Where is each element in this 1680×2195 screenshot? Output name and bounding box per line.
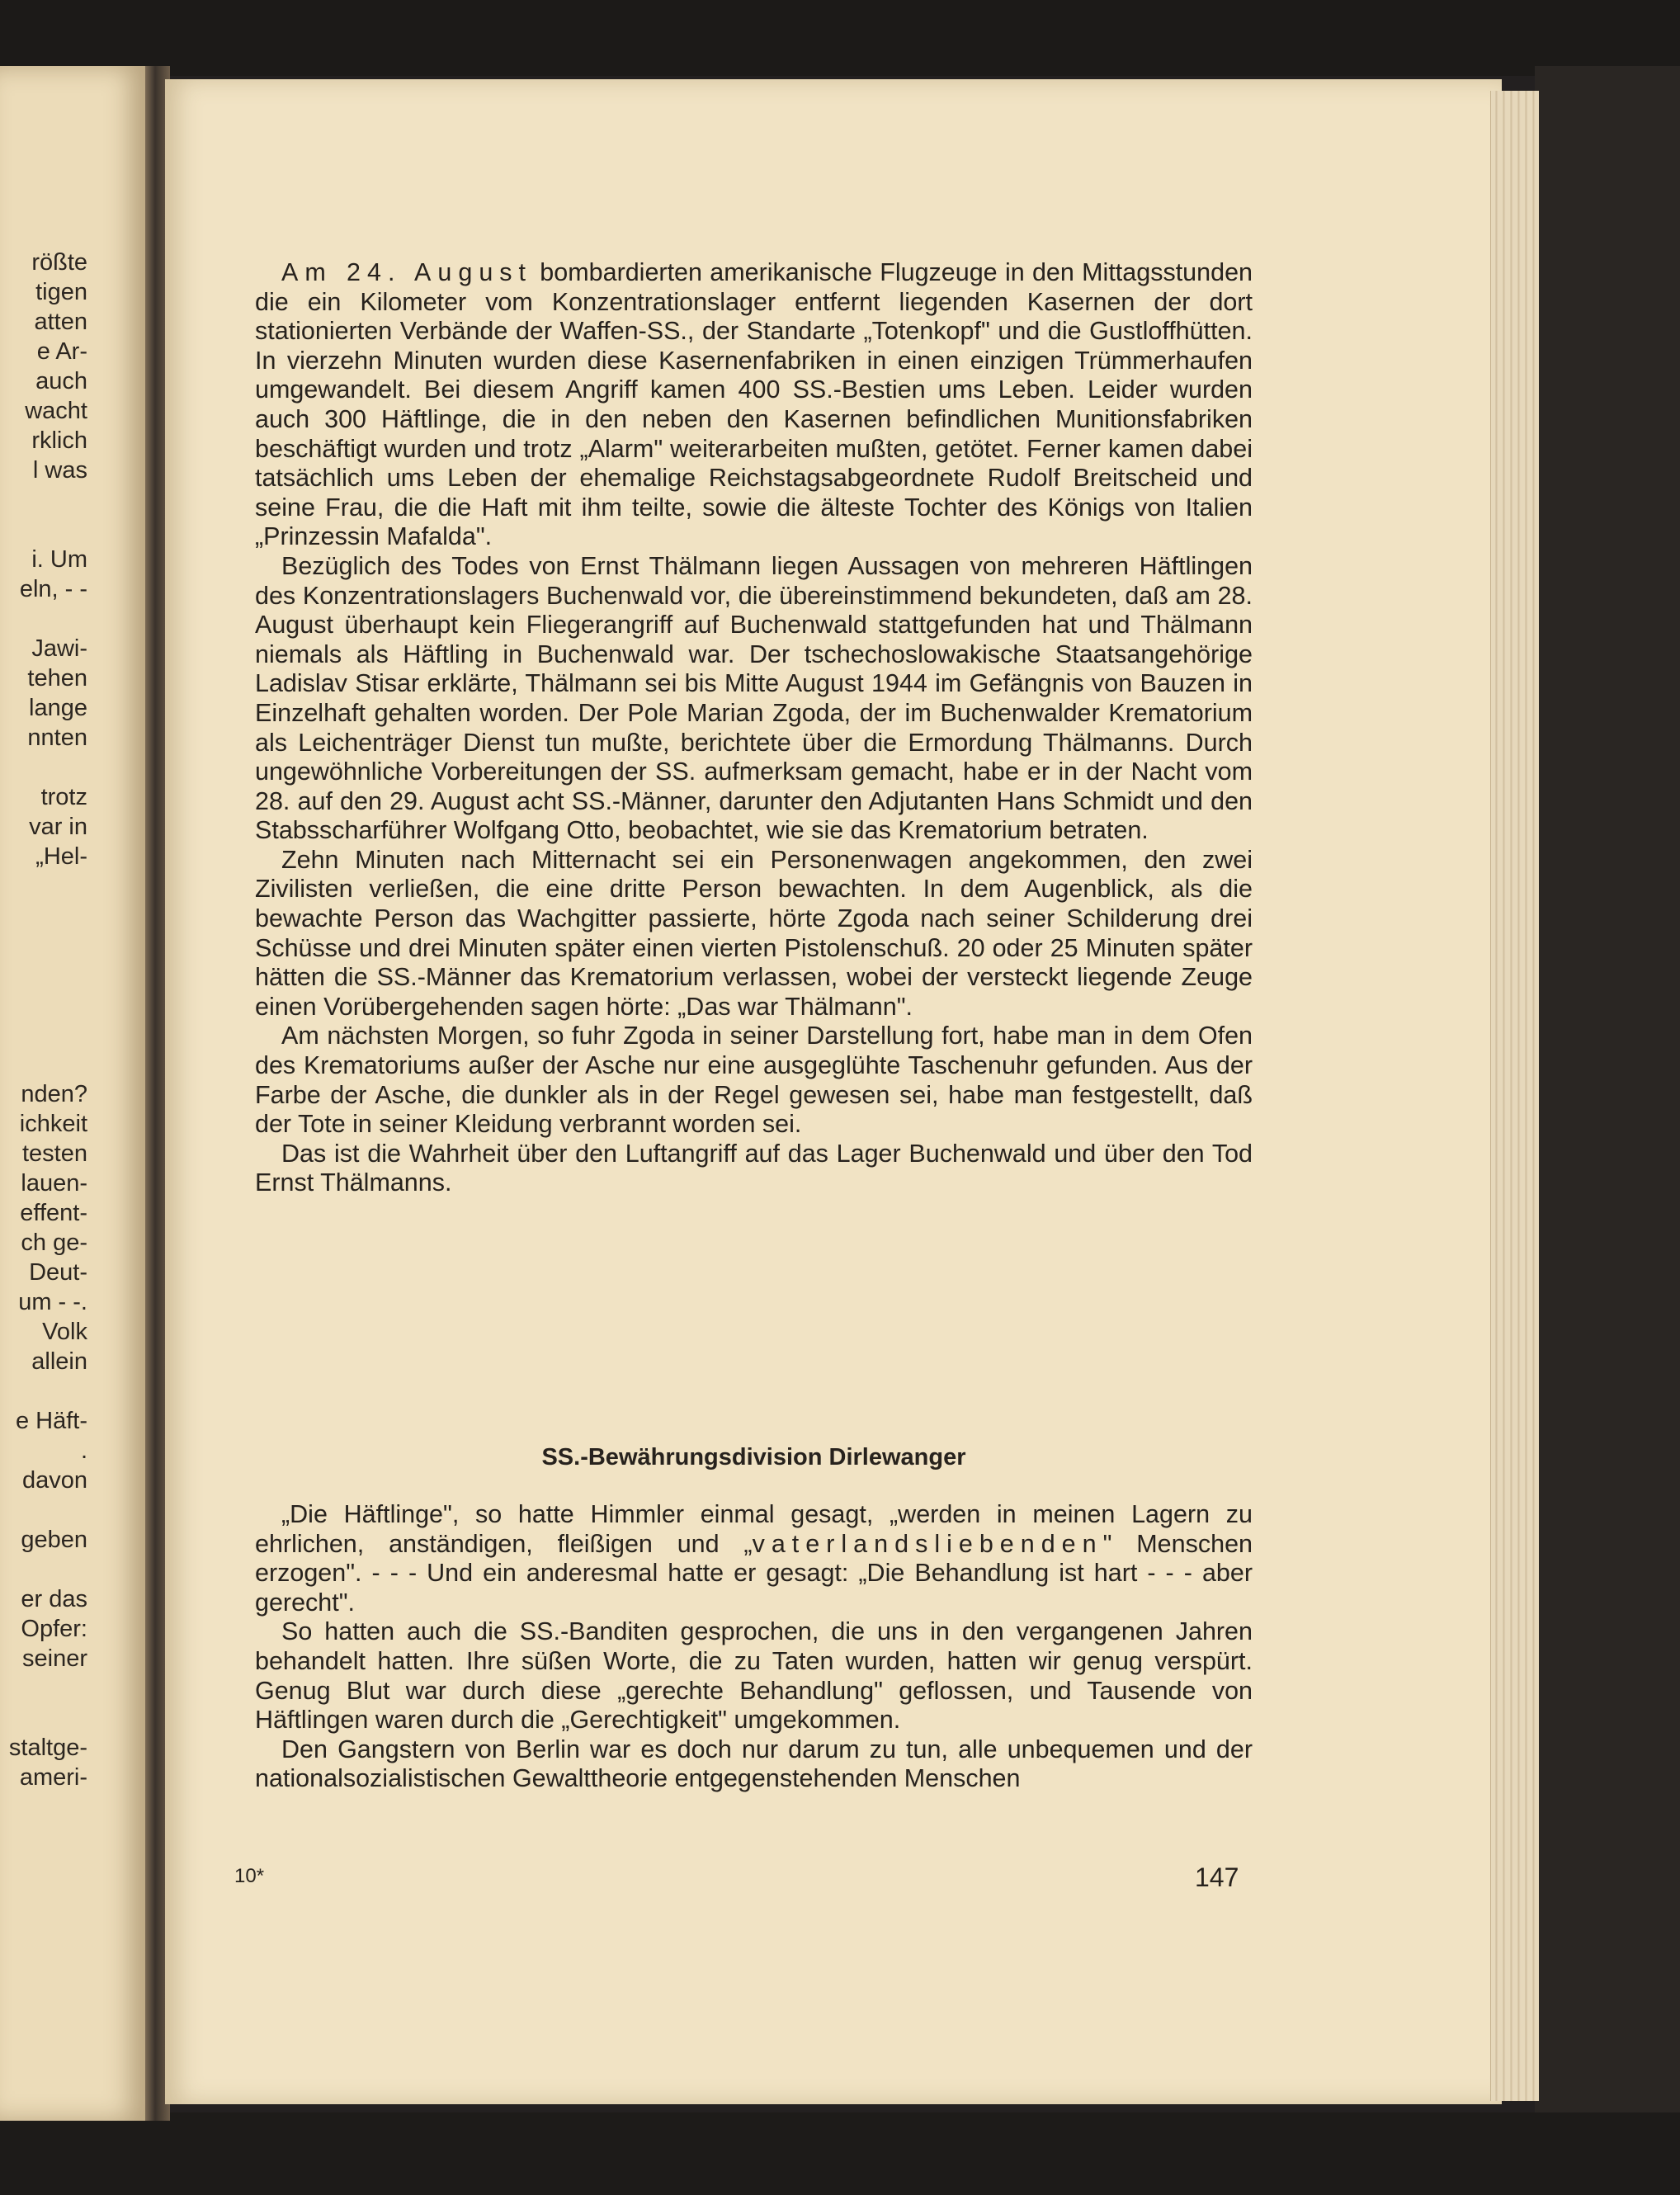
left-page-line: e Ar- [36, 338, 87, 365]
spaced-date: Am 24. August [281, 258, 533, 286]
book-cover-bottom [0, 2112, 1680, 2195]
left-page-line: davon [21, 1467, 87, 1494]
spaced-word: vaterlandsliebenden [752, 1529, 1103, 1558]
left-page-line: effent- [20, 1200, 87, 1226]
left-page-line: staltge- [8, 1735, 87, 1761]
left-page-line: trotz [40, 784, 87, 810]
left-page-line: auch [35, 368, 87, 394]
left-page-line: rklich [31, 427, 87, 454]
page-edges [1490, 91, 1539, 2101]
left-page-line: wacht [25, 398, 87, 424]
left-page-line: . [80, 1437, 87, 1464]
left-page-line: nden? [21, 1081, 87, 1107]
book-cover-top [0, 0, 1680, 76]
left-page-line: „Hel- [35, 843, 87, 870]
left-page-line: tigen [35, 279, 87, 305]
left-page-line: lange [29, 695, 87, 721]
left-page-line: um - -. [18, 1289, 87, 1315]
left-page-line: ameri- [19, 1764, 87, 1791]
left-page [0, 66, 145, 2121]
left-page-line: er das [21, 1586, 87, 1612]
paragraph-3: Zehn Minuten nach Mitternacht sei ein Personenwagen angekommen, den zwei Zivilisten verließen, die eine dritte Person bewachten. In dem Augenblick, als die bewachte Person das Wachgitter passierte, hörte Zgoda nach seiner Schilderung drei Schüsse und drei Minuten später einen vierten Pistolenschuß. 20 oder 25 Minuten später hätten die SS.-Männer das Krematorium verlassen, wobei der versteckt liegende Zeuge einen Vorübergehenden sagen hörte: „Das war Thälmann". [255, 845, 1253, 1021]
left-page-line: tehen [27, 665, 87, 692]
left-page-line: var in [29, 814, 87, 840]
left-page-line: e Häft- [15, 1408, 87, 1434]
left-page-line: Volk [42, 1319, 87, 1345]
left-page-line: atten [34, 309, 87, 335]
paragraph-1: Am 24. August bombardierten amerikanische Flugzeuge in den Mittagsstunden die ein Kilometer vom Konzentrationslager entfernt liegenden Kasernen der dort stationierten Verbände der Waffen-SS., der Standarte „Totenkopf" und die Gustloffhütten. In vierzehn Minuten wurden diese Kasernenfabriken in einen einzigen Trümmerhaufen umgewandelt. Bei diesem Angriff kamen 400 SS.-Bestien ums Leben. Leider wurden auch 300 Häftlinge, die in den neben den Kasernen befindlichen Munitionsfabriken beschäftigt wurden und trotz „Alarm" weiterarbeiten mußten, getötet. Ferner kamen dabei tatsächlich ums Leben der ehemalige Reichstagsabgeordnete Rudolf Breitscheid und seine Frau, die die Haft mit ihm teilte, sowie die älteste Tochter des Königs von Italien „Prinzessin Mafalda". [255, 258, 1253, 551]
left-page-line: lauen- [21, 1170, 87, 1197]
paragraph-7: So hatten auch die SS.-Banditen gesprochen, die uns in den vergangenen Jahren behandelt hatten. Ihre süßen Worte, die zu Taten wurden, hatten wir genug verspürt. Genug Blut war durch diese „gerechte Behandlung" geflossen, und Tausende von Häftlingen waren durch die „Gerechtigkeit" umgekommen. [255, 1617, 1253, 1735]
left-page-line: l was [32, 457, 87, 484]
body-text-upper [255, 258, 1253, 1198]
left-page-line: ichkeit [19, 1111, 87, 1137]
left-page-line: Jawi- [31, 635, 87, 662]
page-number: 147 [1195, 1862, 1239, 1892]
section-heading: SS.-Bewährungsdivision Dirlewanger [541, 1444, 966, 1470]
paragraph-8: Den Gangstern von Berlin war es doch nur darum zu tun, alle unbequemen und der nationalsozialistischen Gewalttheorie entgegenstehenden Menschen [255, 1735, 1253, 1793]
left-page-line: ch ge- [21, 1230, 87, 1256]
paragraph-4: Am nächsten Morgen, so fuhr Zgoda in seiner Darstellung fort, habe man in dem Ofen des Krematoriums außer der Asche nur eine ausgeglühte Taschenuhr gefunden. Aus der Farbe der Asche, die dunkler als in der Regel gewesen sei, habe man festgestellt, daß der Tote in seiner Kleidung verbrannt worden sei. [255, 1022, 1253, 1139]
left-page-line: Deut- [29, 1259, 87, 1286]
left-page-line: i. Um [31, 546, 87, 573]
paragraph-5: Das ist die Wahrheit über den Luftangriff auf das Lager Buchenwald und über den Tod Ernst Thälmanns. [255, 1139, 1253, 1197]
paragraph-6: „Die Häftlinge", so hatte Himmler einmal gesagt, „werden in meinen Lagern zu ehrlichen, anständigen, fleißigen und „vaterlandsliebenden" Menschen erzogen". - - - Und ein anderesmal hatte er gesagt: „Die Behandlung ist hart - - - aber gerecht". [255, 1500, 1253, 1617]
left-page-line: nnten [27, 725, 87, 751]
left-page-line: eln, - - [19, 576, 87, 602]
book-cover-right [1535, 66, 1680, 2195]
paragraph-2: Bezüglich des Todes von Ernst Thälmann liegen Aussagen von mehreren Häftlingen des Konzentrationslagers Buchenwald vor, die übereinstimmend bekundeten, daß am 28. August überhaupt kein Fliegerangriff auf Buchenwald stattgefunden hat und Thälmann niemals als Häftling in Buchenwald war. Der tschechoslowakische Staatsangehörige Ladislav Stisar erklärte, Thälmann sei bis Mitte August 1944 im Gefängnis von Bauzen in Einzelhaft gehalten worden. Der Pole Marian Zgoda, der im Buchenwalder Krematorium als Leichenträger Dienst tun mußte, berichtete über die Ermordung Thälmanns. Durch ungewöhnliche Vorbereitungen der SS. aufmerksam gemacht, habe er in der Nacht vom 28. auf den 29. August acht SS.-Männer, darunter den Adjutanten Hans Schmidt und den Stabsscharführer Wolfgang Otto, beobachtet, wie sie das Krematorium betraten. [255, 551, 1253, 845]
left-page-line: geben [21, 1527, 87, 1553]
left-page-line: allein [31, 1348, 87, 1375]
printer-signature: 10* [234, 1865, 265, 1887]
left-page-line: Opfer: [21, 1616, 87, 1642]
left-page-line: seiner [22, 1645, 87, 1672]
left-page-line: rößte [31, 249, 87, 276]
body-text-lower [255, 1500, 1253, 1794]
left-page-line: testen [22, 1140, 87, 1167]
